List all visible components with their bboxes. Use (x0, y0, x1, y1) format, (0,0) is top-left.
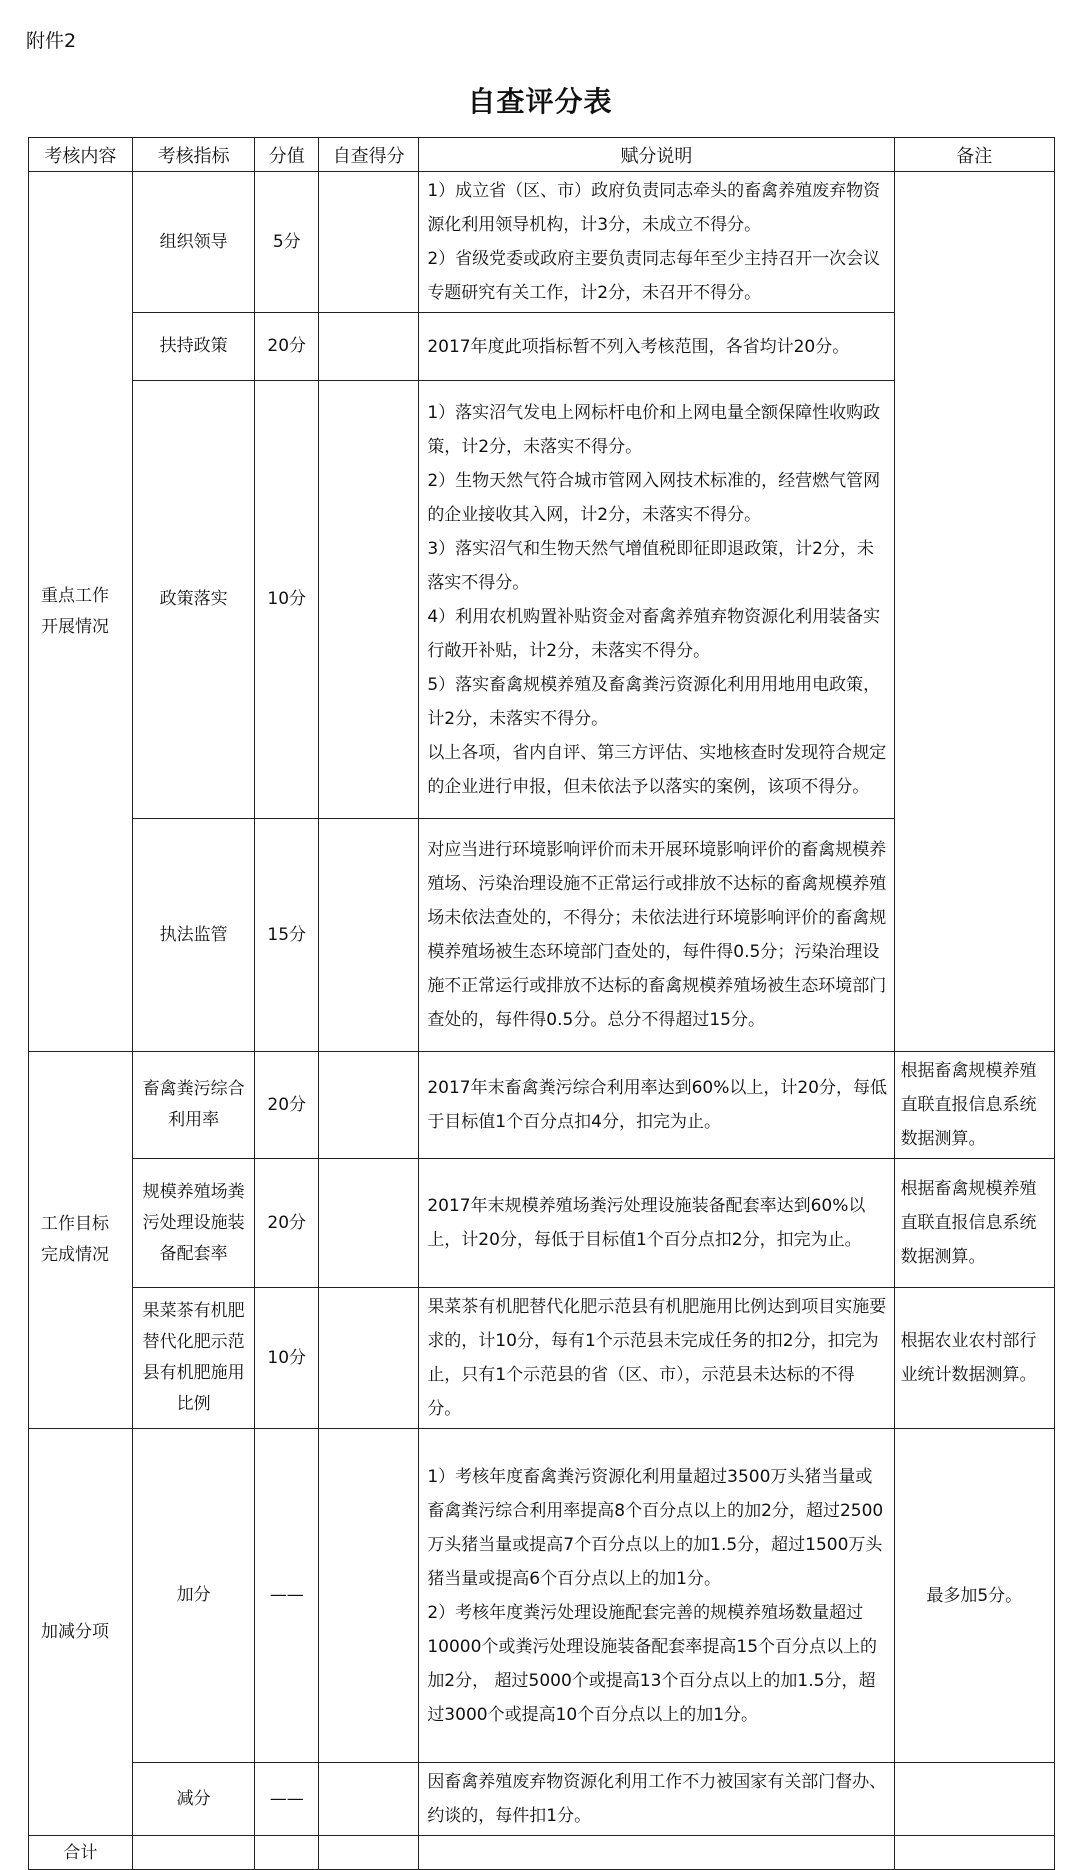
table-row (29, 172, 1055, 313)
self-score-cell[interactable] (319, 1052, 419, 1159)
category-label: 加减分项 (41, 1621, 109, 1642)
description-text: 对应当进行环境影响评价而未开展环境影响评价的畜禽规模养殖场、污染治理设施不正常运行或排放不达标的畜禽规模养殖场未依法查处的，不得分；未依法进行环境影响评价的畜禽规模养殖场被生态环境部门查处的，每件得0.5分；污染治理设施不正常运行或排放不达标的畜禽规模养殖场被生态环境部门查处的，每件得0.5分。总分不得超过15分。 (427, 840, 887, 1030)
note-cell (894, 1429, 1054, 1763)
category-cell (29, 1052, 133, 1429)
score-cell: 10分 (255, 1288, 319, 1429)
description-cell (419, 1052, 894, 1159)
indicator-cell: 畜禽粪污综合利用率 (132, 1052, 255, 1159)
description-text: 果菜茶有机肥替代化肥示范县有机肥施用比例达到项目实施要求的，计10分，每有1个示范县未完成任务的扣2分，扣完为止，只有1个示范县的省（区、市），示范县未达标的不得分。 (427, 1297, 887, 1419)
score-cell: 5分 (255, 172, 319, 313)
header-note: 备注 (894, 138, 1054, 172)
self-assessment-table (28, 137, 1055, 1870)
description-cell (419, 172, 894, 313)
table-row (29, 1159, 1055, 1288)
header-description: 赋分说明 (419, 138, 894, 172)
attachment-label: 附件2 (26, 30, 77, 52)
table-row (29, 1429, 1055, 1763)
indicator-cell: 执法监管 (132, 819, 255, 1052)
total-description-cell (419, 1836, 894, 1870)
note-text: 根据畜禽规模养殖直联直报信息系统数据测算。 (900, 1061, 1037, 1149)
indicator-cell: 果菜茶有机肥替代化肥示范县有机肥施用比例 (132, 1288, 255, 1429)
description-text: 2017年末畜禽粪污综合利用率达到60%以上，计20分，每低于目标值1个百分点扣4分，扣完为止。 (427, 1078, 887, 1132)
category-label: 重点工作开展情况 (41, 585, 109, 637)
indicator-cell: 组织领导 (132, 172, 255, 313)
header-category: 考核内容 (29, 138, 133, 172)
total-label: 合计 (29, 1836, 133, 1870)
total-row (29, 1836, 1055, 1870)
note-cell (894, 1159, 1054, 1288)
table-row (29, 1763, 1055, 1836)
description-text: 1）考核年度畜禽粪污资源化利用量超过3500万头猪当量或畜禽粪污综合利用率提高8个百分点以上的加2分，超过2500万头猪当量或提高7个百分点以上的加1.5分，超过1500万头猪当量或提高6个百分点以上的加1分。 2）考核年度粪污处理设施配套完善的规模养殖场数量超过10000个或粪污处理设施装备配套率提高15个百分点以上的加2分， 超过5000个或提高13个百分点以上的加1.5分，超过3000个或提高10个百分点以上的加1分。 (427, 1466, 884, 1725)
category-cell (29, 1429, 133, 1836)
self-score-cell[interactable] (319, 1763, 419, 1836)
header-indicator: 考核指标 (132, 138, 255, 172)
total-indicator-cell (132, 1836, 255, 1870)
score-cell: 10分 (255, 381, 319, 819)
indicator-cell: 扶持政策 (132, 313, 255, 381)
total-note-cell (894, 1836, 1054, 1870)
table-row (29, 1052, 1055, 1159)
indicator-cell: 减分 (132, 1763, 255, 1836)
indicator-cell: 规模养殖场粪污处理设施装备配套率 (132, 1159, 255, 1288)
category-cell (29, 172, 133, 1052)
description-cell (419, 1763, 894, 1836)
description-cell (419, 1288, 894, 1429)
score-cell: 20分 (255, 1052, 319, 1159)
note-text: 根据农业农村部行业统计数据测算。 (900, 1331, 1037, 1385)
description-cell (419, 819, 894, 1052)
description-text: 1）落实沼气发电上网标杆电价和上网电量全额保障性收购政策，计2分，未落实不得分。 2）生物天然气符合城市管网入网技术标准的，经营燃气管网的企业接收其入网，计2分，未落实不得分。 3）落实沼气和生物天然气增值税即征即退政策，计2分，未落实不得分。 4）利用农机购置补贴资金对畜禽养殖弃物资源化利用装备实行敞开补贴，计2分，未落实不得分。 5）落实畜禽规模养殖及畜禽粪污资源化利用用地用电政策，计2分，未落实不得分。 以上各项，省内自评、第三方评估、实地核查时发现符合规定的企业进行申报，但未依法予以落实的案例，该项不得分。 (427, 402, 887, 797)
score-cell: —— (255, 1763, 319, 1836)
note-cell (894, 1763, 1054, 1836)
self-score-cell[interactable] (319, 1159, 419, 1288)
self-score-cell[interactable] (319, 1288, 419, 1429)
note-cell (894, 1052, 1054, 1159)
indicator-cell: 政策落实 (132, 381, 255, 819)
score-cell: —— (255, 1429, 319, 1763)
description-cell (419, 1429, 894, 1763)
description-text: 2017年度此项指标暂不列入考核范围，各省均计20分。 (427, 336, 850, 357)
header-self-score: 自查得分 (319, 138, 419, 172)
self-score-cell[interactable] (319, 381, 419, 819)
score-cell: 20分 (255, 313, 319, 381)
note-cell (894, 172, 1054, 1052)
self-score-cell[interactable] (319, 313, 419, 381)
page-title: 自查评分表 (467, 85, 613, 118)
self-score-cell[interactable] (319, 1429, 419, 1763)
description-text: 1）成立省（区、市）政府负责同志牵头的畜禽养殖废弃物资源化利用领导机构，计3分，未成立不得分。 2）省级党委或政府主要负责同志每年至少主持召开一次会议专题研究有关工作，计2分，未召开不得分。 (427, 181, 881, 303)
header-row (29, 138, 1055, 172)
note-text: 最多加5分。 (926, 1585, 1023, 1606)
score-cell: 20分 (255, 1159, 319, 1288)
description-cell (419, 1159, 894, 1288)
header-score: 分值 (255, 138, 319, 172)
category-label: 工作目标完成情况 (41, 1214, 109, 1265)
table-row (29, 1288, 1055, 1429)
total-self-score-cell[interactable] (319, 1836, 419, 1870)
self-score-cell[interactable] (319, 172, 419, 313)
description-cell (419, 313, 894, 381)
self-score-cell[interactable] (319, 819, 419, 1052)
score-cell: 15分 (255, 819, 319, 1052)
note-cell (894, 1288, 1054, 1429)
indicator-cell: 加分 (132, 1429, 255, 1763)
note-text: 根据畜禽规模养殖直联直报信息系统数据测算。 (900, 1179, 1037, 1267)
description-text: 2017年末规模养殖场粪污处理设施装备配套率达到60%以上，计20分，每低于目标值1个百分点扣2分，扣完为止。 (427, 1196, 866, 1250)
total-score-cell (255, 1836, 319, 1870)
description-cell (419, 381, 894, 819)
description-text: 因畜禽养殖废弃物资源化利用工作不力被国家有关部门督办、约谈的，每件扣1分。 (427, 1772, 887, 1826)
